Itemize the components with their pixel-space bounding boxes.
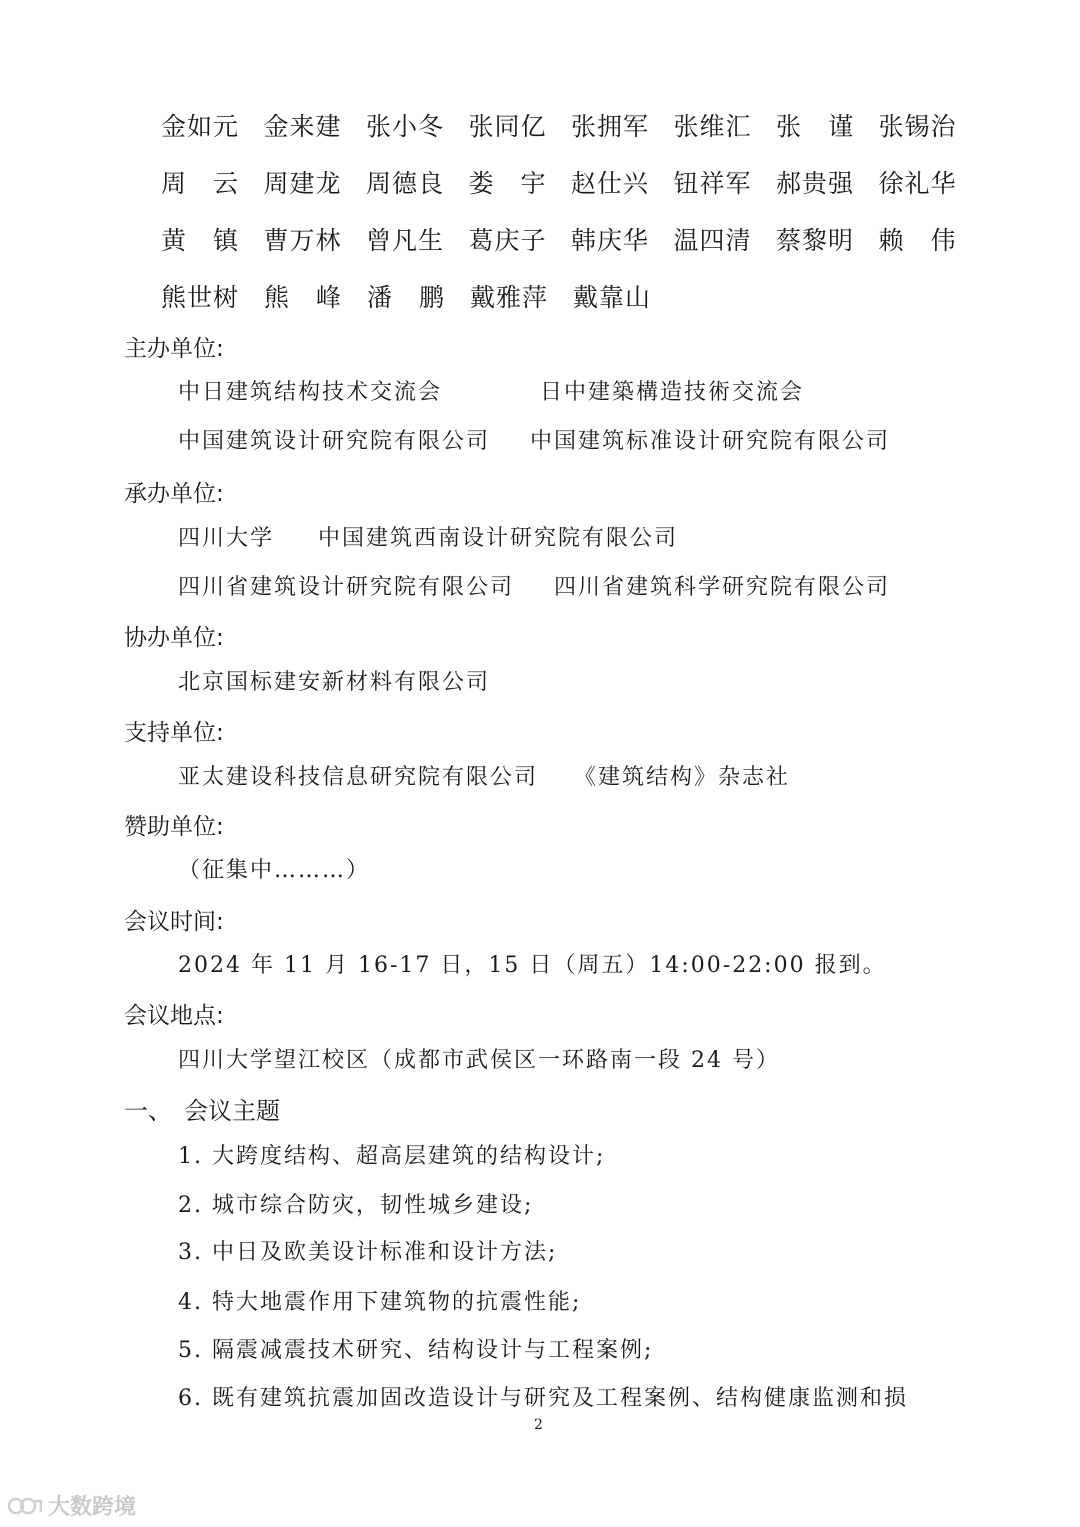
support-line [178,760,790,791]
person-name: 熊世树 [161,282,240,312]
name-list [161,96,981,324]
person-name: 张同亿 [468,111,547,141]
co-organizer-heading: 协办单位: [124,625,224,651]
co-organizer-line [178,665,490,696]
person-name: 张小冬 [366,111,445,141]
name-row [161,153,981,210]
person-name: 金来建 [263,111,342,141]
host-org: 中国建筑设计研究院有限公司 [178,429,491,454]
host-line [178,375,804,406]
support-org: 亚太建设科技信息研究院有限公司 [178,765,539,790]
theme-item: 6. 既有建筑抗震加固改造设计与研究及工程案例、结构健康监测和损 [178,1386,908,1411]
host-heading: 主办单位: [124,336,224,362]
sponsor-heading: 赞助单位: [124,814,224,840]
theme-item: 5. 隔震减震技术研究、结构设计与工程案例; [178,1338,654,1363]
co-organizer-org: 北京国标建安新材料有限公司 [178,670,491,695]
support-heading: 支持单位: [124,720,224,746]
host-line [178,424,890,455]
person-name: 钮祥军 [673,168,752,198]
person-name: 蔡黎明 [776,225,855,255]
person-name: 周建龙 [263,168,342,198]
person-name: 赵仕兴 [571,168,650,198]
organizer-org: 四川省建筑科学研究院有限公司 [554,575,891,600]
person-name: 葛庆子 [468,225,547,255]
organizer-org: 四川大学 [178,526,275,551]
organizer-line [178,521,678,552]
person-name: 张锡治 [878,111,957,141]
watermark-logo-icon [8,1495,42,1517]
time-heading: 会议时间: [124,909,224,935]
person-name: 曹万林 [263,225,342,255]
person-name: 金如元 [161,111,240,141]
organizer-org: 四川省建筑设计研究院有限公司 [178,575,515,600]
time-text: 2024 年 11 月 16-17 日，15 日（周五）14:00-22:00 报到。 [178,953,887,978]
person-name: 黄 镇 [161,225,240,255]
person-name: 熊 峰 [264,282,343,312]
sponsor-text: （征集中………） [178,858,371,883]
organizer-line [178,570,890,601]
theme-item: 2. 城市综合防灾，韧性城乡建设; [178,1193,534,1218]
name-row [161,96,981,153]
person-name: 周德良 [366,168,445,198]
person-name: 赖 伟 [878,225,957,255]
person-name: 周 云 [161,168,240,198]
name-row [161,267,981,324]
theme-item: 1. 大跨度结构、超高层建筑的结构设计; [178,1144,606,1169]
person-name: 张维汇 [673,111,752,141]
person-name: 娄 宇 [468,168,547,198]
person-name: 戴雅萍 [470,282,549,312]
time-line [178,948,887,979]
venue-line [178,1043,780,1074]
sponsor-line [178,853,370,884]
person-name: 曾凡生 [366,225,445,255]
venue-heading: 会议地点: [124,1003,224,1029]
organizer-heading: 承办单位: [124,481,224,507]
theme-item: 4. 特大地震作用下建筑物的抗震性能; [178,1290,582,1315]
organizer-org: 中国建筑西南设计研究院有限公司 [318,526,679,551]
name-row [161,210,981,267]
host-org: 中日建筑结构技术交流会 [178,380,443,405]
person-name: 张拥军 [571,111,650,141]
person-name: 戴靠山 [573,282,652,312]
person-name: 韩庆华 [571,225,650,255]
person-name: 郝贵强 [776,168,855,198]
watermark-text: 大数跨境 [48,1495,137,1520]
page-number: 2 [534,1417,543,1433]
host-org: 中国建筑标准设计研究院有限公司 [530,429,891,454]
person-name: 张 谨 [776,111,855,141]
person-name: 温四清 [673,225,752,255]
watermark [8,1490,136,1521]
theme-heading: 一、 会议主题 [124,1097,280,1125]
host-org: 日中建築構造技術交流会 [540,380,805,405]
person-name: 潘 鹏 [367,282,446,312]
person-name: 徐礼华 [878,168,957,198]
theme-item: 3. 中日及欧美设计标准和设计方法; [178,1240,558,1265]
venue-text: 四川大学望江校区（成都市武侯区一环路南一段 24 号） [178,1048,780,1073]
support-org: 《建筑结构》杂志社 [574,765,791,790]
